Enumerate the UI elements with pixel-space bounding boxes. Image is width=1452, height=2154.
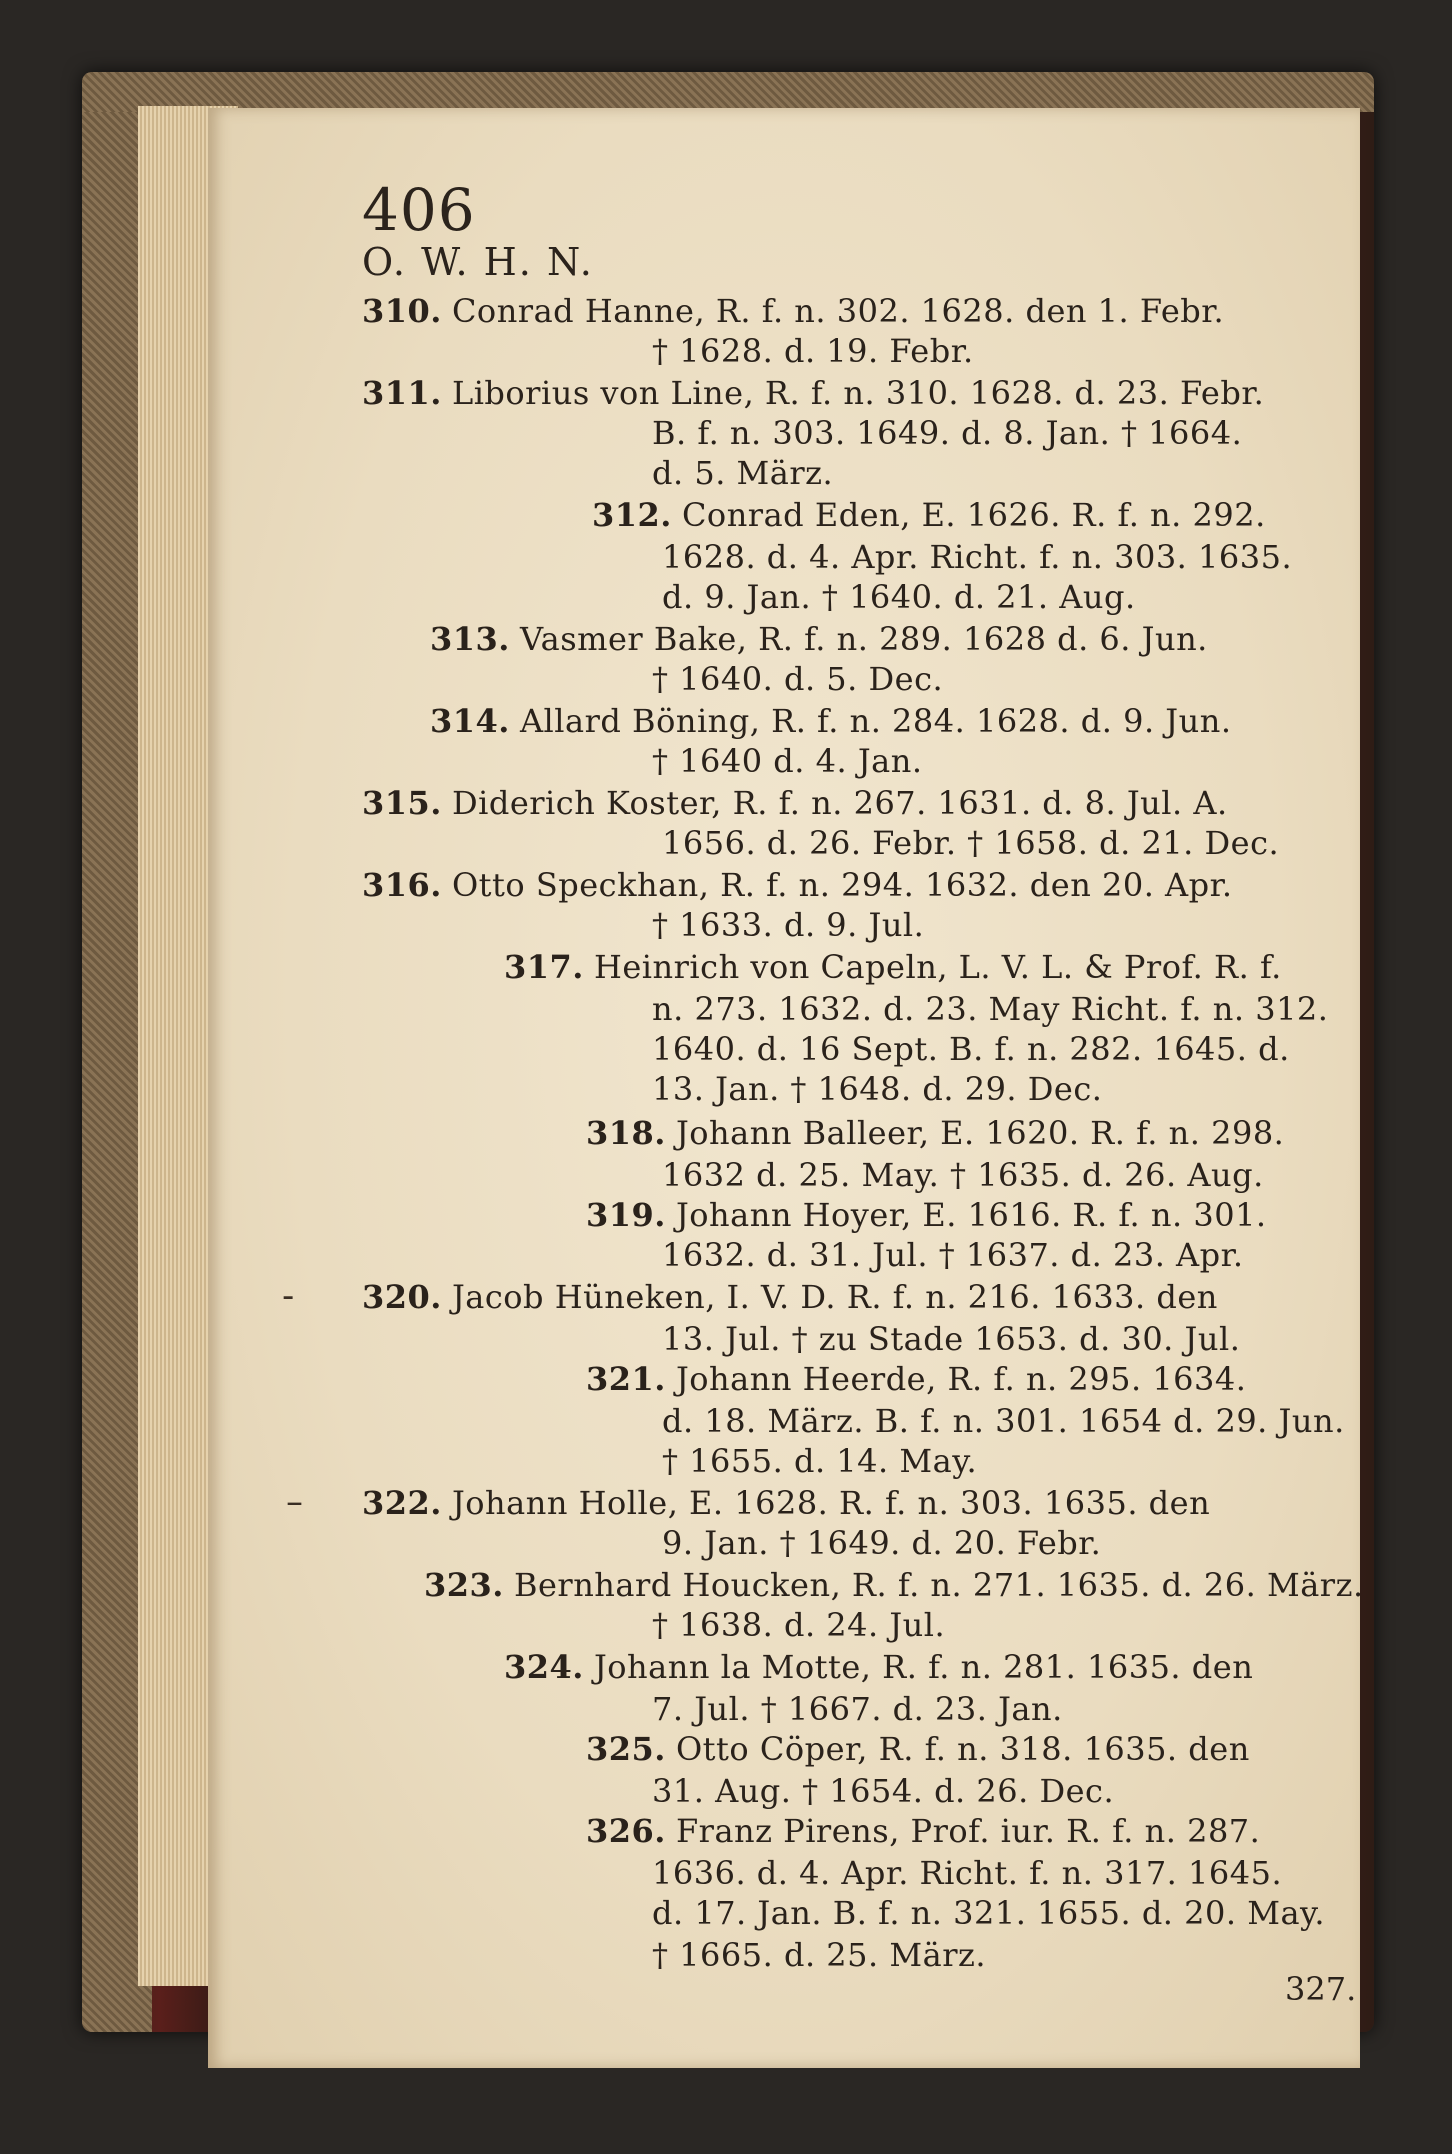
entry-text: Otto Cöper, R. f. n. 318. 1635. den	[675, 1730, 1250, 1768]
catchword: 327.	[1285, 1970, 1357, 2008]
entry-313	[430, 620, 1208, 658]
entry-319-cont: 1632. d. 31. Jul. † 1637. d. 23. Apr.	[662, 1236, 1244, 1274]
entry-number: 317.	[504, 948, 584, 986]
entry-316-cont: † 1633. d. 9. Jul.	[652, 906, 925, 944]
entry-number: 310.	[362, 292, 442, 330]
entry-310	[362, 292, 1224, 330]
entry-325	[586, 1730, 1250, 1768]
entry-text: Johann Holle, E. 1628. R. f. n. 303. 1635. den	[451, 1484, 1211, 1522]
entry-number: 318.	[586, 1114, 666, 1152]
entry-321-cont: † 1655. d. 14. May.	[662, 1442, 978, 1480]
entry-323	[424, 1566, 1364, 1604]
margin-mark: -	[282, 1276, 295, 1316]
entry-text: Johann la Motte, R. f. n. 281. 1635. den	[593, 1648, 1254, 1686]
entry-317-cont: 1640. d. 16 Sept. B. f. n. 282. 1645. d.	[652, 1030, 1290, 1068]
entry-319	[586, 1196, 1267, 1234]
entry-323-cont: † 1638. d. 24. Jul.	[652, 1606, 946, 1644]
entry-text: Johann Balleer, E. 1620. R. f. n. 298.	[675, 1114, 1285, 1152]
entry-324-cont: 7. Jul. † 1667. d. 23. Jan.	[652, 1690, 1063, 1728]
entry-320	[362, 1278, 1218, 1316]
entry-321-cont: d. 18. März. B. f. n. 301. 1654 d. 29. Jun.	[662, 1402, 1345, 1440]
entry-number: 313.	[430, 620, 510, 658]
entry-310-cont: † 1628. d. 19. Febr.	[652, 332, 974, 370]
entry-number: 324.	[504, 1648, 584, 1686]
entry-311-cont: B. f. n. 303. 1649. d. 8. Jan. † 1664.	[652, 414, 1243, 452]
entry-313-cont: † 1640. d. 5. Dec.	[652, 660, 944, 698]
entry-number: 314.	[430, 702, 510, 740]
entry-number: 312.	[592, 496, 672, 534]
entry-312	[592, 496, 1266, 534]
entry-number: 323.	[424, 1566, 504, 1604]
entry-text: Conrad Hanne, R. f. n. 302. 1628. den 1. Febr.	[451, 292, 1225, 330]
entry-312-cont: d. 9. Jan. † 1640. d. 21. Aug.	[662, 578, 1136, 616]
entry-326	[586, 1812, 1260, 1850]
book-top-cloth	[82, 72, 1374, 112]
entry-326-cont: 1636. d. 4. Apr. Richt. f. n. 317. 1645.	[652, 1854, 1283, 1892]
entry-number: 316.	[362, 866, 442, 904]
entry-number: 326.	[586, 1812, 666, 1850]
entry-number: 311.	[362, 374, 442, 412]
entry-316	[362, 866, 1233, 904]
entry-311	[362, 374, 1264, 412]
entry-326-cont: d. 17. Jan. B. f. n. 321. 1655. d. 20. May.	[652, 1894, 1326, 1932]
entry-326-cont: † 1665. d. 25. März.	[652, 1936, 987, 1974]
entry-315-cont: 1656. d. 26. Febr. † 1658. d. 21. Dec.	[662, 824, 1280, 862]
entry-number: 325.	[586, 1730, 666, 1768]
entry-325-cont: 31. Aug. † 1654. d. 26. Dec.	[652, 1772, 1115, 1810]
entry-317	[504, 948, 1282, 986]
entry-number: 321.	[586, 1360, 666, 1398]
entry-318-cont: 1632 d. 25. May. † 1635. d. 26. Aug.	[662, 1156, 1264, 1194]
entry-number: 322.	[362, 1484, 442, 1522]
entry-text: Johann Hoyer, E. 1616. R. f. n. 301.	[675, 1196, 1267, 1234]
entry-311-cont: d. 5. März.	[652, 454, 834, 492]
entry-text: Allard Böning, R. f. n. 284. 1628. d. 9. Jun.	[519, 702, 1232, 740]
entry-text: Jacob Hüneken, I. V. D. R. f. n. 216. 1633. den	[451, 1278, 1218, 1316]
entry-text: Liborius von Line, R. f. n. 310. 1628. d. 23. Febr.	[451, 374, 1265, 412]
entry-318	[586, 1114, 1284, 1152]
entry-number: 319.	[586, 1196, 666, 1234]
margin-mark: –	[286, 1482, 303, 1522]
entry-text: Diderich Koster, R. f. n. 267. 1631. d. 8. Jul. A.	[451, 784, 1228, 822]
entry-322	[362, 1484, 1210, 1522]
entry-text: Otto Speckhan, R. f. n. 294. 1632. den 20. Apr.	[451, 866, 1233, 904]
entry-324	[504, 1648, 1253, 1686]
entry-314	[430, 702, 1232, 740]
entry-text: Franz Pirens, Prof. iur. R. f. n. 287.	[675, 1812, 1261, 1850]
entry-number: 315.	[362, 784, 442, 822]
entry-321	[586, 1360, 1246, 1398]
page-number: 406	[362, 176, 476, 244]
entry-314-cont: † 1640 d. 4. Jan.	[652, 742, 923, 780]
entry-315	[362, 784, 1228, 822]
entry-312-cont: 1628. d. 4. Apr. Richt. f. n. 303. 1635.	[662, 538, 1293, 576]
entry-number: 320.	[362, 1278, 442, 1316]
entry-text: Vasmer Bake, R. f. n. 289. 1628 d. 6. Jun.	[519, 620, 1208, 658]
entry-text: Heinrich von Capeln, L. V. L. & Prof. R. f.	[593, 948, 1282, 986]
entry-320-cont: 13. Jul. † zu Stade 1653. d. 30. Jul.	[662, 1320, 1241, 1358]
entry-text: Johann Heerde, R. f. n. 295. 1634.	[675, 1360, 1247, 1398]
running-head: O. W. H. N.	[362, 240, 594, 284]
entry-text: Conrad Eden, E. 1626. R. f. n. 292.	[681, 496, 1266, 534]
entry-317-cont: 13. Jan. † 1648. d. 29. Dec.	[652, 1070, 1103, 1108]
entry-322-cont: 9. Jan. † 1649. d. 20. Febr.	[662, 1524, 1102, 1562]
entry-text: Bernhard Houcken, R. f. n. 271. 1635. d. 26. März.	[513, 1566, 1364, 1604]
entry-317-cont: n. 273. 1632. d. 23. May Richt. f. n. 312.	[652, 990, 1329, 1028]
